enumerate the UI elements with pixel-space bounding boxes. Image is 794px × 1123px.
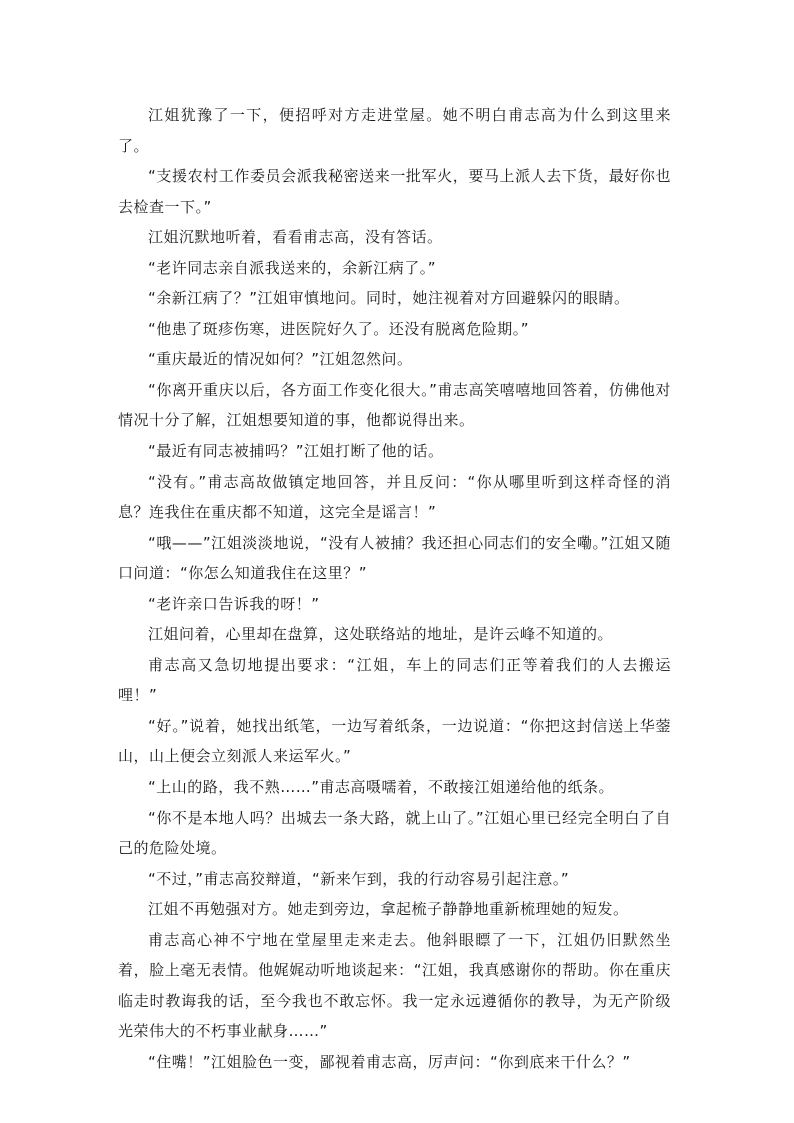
paragraph: 江姐犹豫了一下，便招呼对方走进堂屋。她不明白甫志高为什么到这里来了。 <box>118 106 671 155</box>
paragraph: 江姐问着，心里却在盘算，这处联络站的地址，是许云峰不知道的。 <box>148 625 614 644</box>
paragraph: 甫志高又急切地提出要求：“江姐，车上的同志们正等着我们的人去搬运哩！” <box>118 655 671 705</box>
paragraph: 甫志高心神不宁地在堂屋里走来走去。他斜眼瞟了一下，江姐仍旧默然坐着，脸上毫无表情。他娓娓动听地谈起来：“江姐，我真感谢你的帮助。你在重庆临走时教诲我的话，至今我也不敢忘怀。我一定永远遵循你的教导，为无产阶级光荣伟大的不朽事业献身……” <box>118 930 671 1041</box>
paragraph: “不过，”甫志高狡辩道，“新来乍到，我的行动容易引起注意。” <box>148 869 570 888</box>
paragraph: “最近有同志被捕吗？”江姐打断了他的话。 <box>148 442 444 461</box>
paragraph: 江姐沉默地听着，看看甫志高，没有答话。 <box>148 228 443 247</box>
paragraph: “上山的路，我不熟……”甫志高嗫嚅着，不敢接江姐递给他的纸条。 <box>148 778 615 797</box>
paragraph: “余新江病了？”江姐审慎地问。同时，她注视着对方回避躲闪的眼睛。 <box>148 289 630 308</box>
paragraph: “老许同志亲自派我送来的，余新江病了。” <box>148 258 437 277</box>
paragraph: “他患了斑疹伤寒，进医院好久了。还没有脱离危险期。” <box>148 319 530 338</box>
paragraph: “好。”说着，她找出纸笔，一边写着纸条，一边说道：“你把这封信送上华蓥山，山上便会立刻派人来运军火。” <box>118 716 671 766</box>
paragraph: “你不是本地人吗？出城去一条大路，就上山了。”江姐心里已经完全明白了自己的危险处境。 <box>118 808 671 858</box>
paragraph: “你离开重庆以后，各方面工作变化很大。”甫志高笑嘻嘻地回答着，仿佛他对情况十分了解，江姐想要知道的事，他都说得出来。 <box>118 380 671 430</box>
paragraph: “住嘴！”江姐脸色一变，鄙视着甫志高，厉声问：“你到底来干什么？” <box>148 1052 631 1071</box>
paragraph: “重庆最近的情况如何？”江姐忽然问。 <box>148 350 413 369</box>
article-body <box>118 100 671 1078</box>
paragraph: “老许亲口告诉我的呀！” <box>148 594 320 613</box>
paragraph: “哦——”江姐淡淡地说，“没有人被捕？我还担心同志们的安全嘞。”江姐又随口问道：“你怎么知道我住在这里？” <box>118 533 671 583</box>
paragraph: “支援农村工作委员会派我秘密送来一批军火，要马上派人去下货，最好你也去检查一下。” <box>118 167 671 216</box>
paragraph: “没有。”甫志高故做镇定地回答，并且反问：“你从哪里听到这样奇怪的消息？连我住在重庆都不知道，这完全是谣言！” <box>118 472 671 522</box>
paragraph: 江姐不再勉强对方。她走到旁边，拿起梳子静静地重新梳理她的短发。 <box>148 900 629 919</box>
